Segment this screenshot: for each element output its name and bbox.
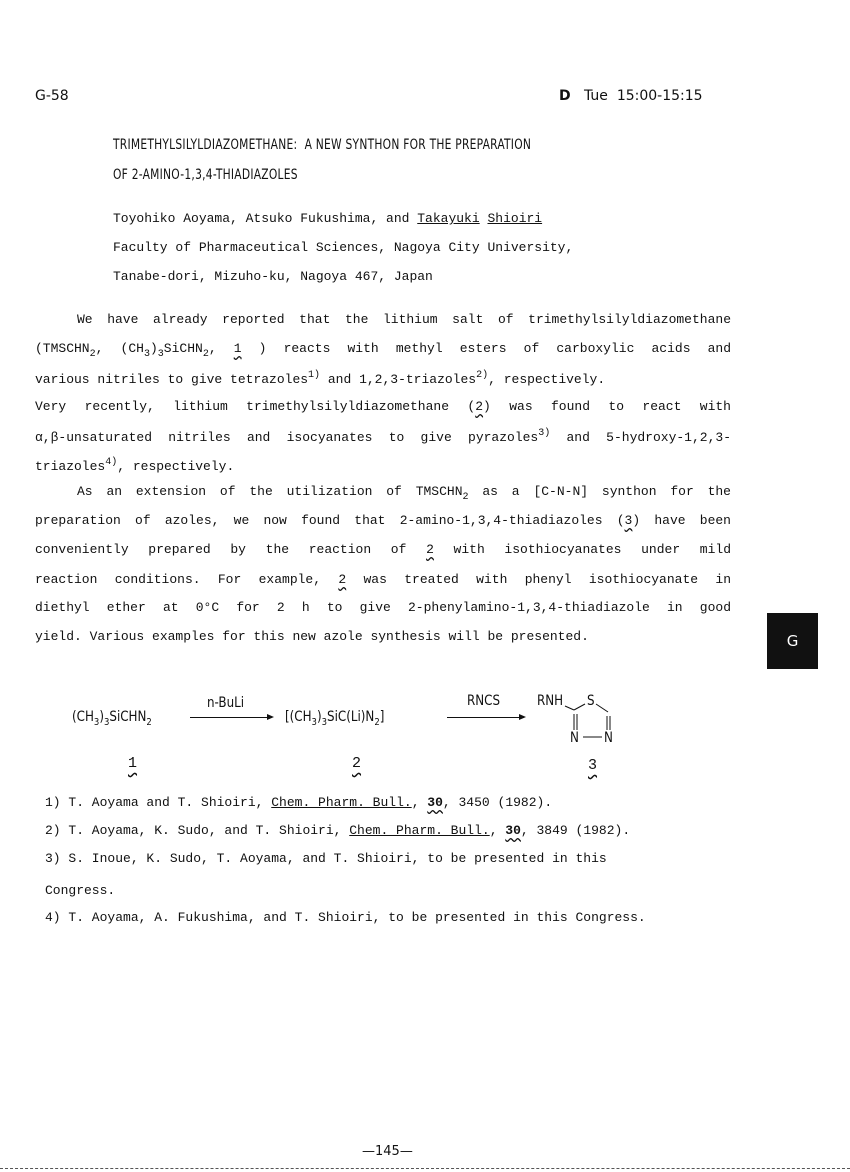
citation-superscript: 1) (308, 370, 321, 381)
citation-superscript: 2) (476, 370, 489, 381)
text-run: 2) T. Aoyama, K. Sudo, and T. Shioiri, (45, 823, 350, 838)
text-run: , (CH (95, 341, 144, 356)
product-substituent: RNH (537, 693, 564, 709)
reagent-nbuli: n-BuLi (207, 695, 245, 711)
reaction-arrow-1 (190, 717, 272, 718)
body-line (35, 629, 589, 644)
body-line (35, 542, 731, 557)
ring-nitrogen-1: N (570, 730, 579, 746)
text-run: various nitriles to give tetrazoles (35, 372, 309, 387)
text-run: yield. Various examples for this new azole synthesis will be presented. (35, 629, 589, 644)
abstract-code: G-58 (35, 88, 69, 104)
text-run: triazoles (35, 459, 106, 474)
reference-item (45, 851, 607, 866)
subscript: 3 (143, 349, 150, 360)
text-run: ) reacts with methyl esters of carboxylic acids and (241, 341, 732, 356)
text-run: with isothiocyanates under mild (433, 542, 732, 557)
session-day: Tue (583, 88, 608, 104)
text-run: , 3849 (1982). (520, 823, 631, 838)
text-run: , (489, 823, 506, 838)
affiliation-line-2: Tanabe-dori, Mizuho-ku, Nagoya 467, Japan (113, 269, 433, 284)
text-run: ) (149, 341, 158, 356)
body-line (35, 513, 731, 528)
text-run: , respectively. (117, 459, 235, 474)
presenter-first-name: Takayuki (417, 211, 480, 226)
text-run: and 1,2,3-triazoles (320, 372, 477, 387)
page-number: —145— (362, 1144, 413, 1159)
text-run: SiCHN (163, 341, 203, 356)
subscript: 2 (462, 492, 469, 503)
compound-number: 1 (233, 341, 242, 356)
text-run: 4) T. Aoyama, A. Fukushima, and T. Shioiri, to be presented in this Congress. (45, 910, 646, 925)
text-run: ) have been (632, 513, 731, 528)
authors-list: Toyohiko Aoyama, Atsuko Fukushima, and (113, 211, 418, 226)
text-run: as a [C-N-N] synthon for the (468, 484, 731, 499)
reference-item (45, 823, 630, 838)
body-line (35, 370, 605, 387)
body-line (77, 312, 731, 327)
title-line-2: OF 2-AMINO-1,3,4-THIADIAZOLES (113, 167, 298, 183)
session-info (559, 88, 703, 104)
compound-number: 2 (426, 542, 434, 557)
body-line (77, 484, 731, 503)
subscript: 3 (157, 349, 164, 360)
text-run: preparation of azoles, we now found that 2-amino-1,3,4-thiadiazoles ( (35, 513, 625, 528)
text-run: As an extension of the utilization of TMSCHN (77, 484, 463, 499)
page-bottom-rule (0, 1168, 850, 1169)
text-run: diethyl ether at 0°C for 2 h to give 2-phenylamino-1,3,4-thiadiazole in good (35, 600, 731, 615)
session-time: 15:00-15:15 (616, 88, 703, 104)
text-run: α,β-unsaturated nitriles and isocyanates to give pyrazoles (35, 430, 539, 445)
body-line (35, 457, 234, 474)
authors (113, 211, 542, 226)
text-run: 1) T. Aoyama and T. Shioiri, (45, 795, 272, 810)
text-run: , (208, 341, 234, 356)
compound-number: 30 (427, 795, 443, 810)
reference-item (45, 883, 115, 898)
ring-sulfur: S (587, 693, 595, 709)
compound-label-3: 3 (588, 757, 598, 774)
compound-number: 3 (624, 513, 633, 528)
text-run: Very recently, lithium trimethylsilyldiazomethane ( (35, 399, 476, 414)
text-run: , respectively. (488, 372, 606, 387)
body-line (35, 572, 731, 587)
body-line (35, 428, 731, 445)
text-run: was treated with phenyl isothiocyanate in (346, 572, 731, 587)
text-run: , 3450 (1982). (442, 795, 553, 810)
text-run: reaction conditions. For example, (35, 572, 339, 587)
session-room: D (559, 88, 571, 104)
body-line (35, 600, 731, 615)
text-run: 3) S. Inoue, K. Sudo, T. Aoyama, and T. Shioiri, to be presented in this (45, 851, 607, 866)
text-run: (TMSCHN (35, 341, 90, 356)
subscript: 2 (202, 349, 209, 360)
compound-number: Chem. Pharm. Bull. (271, 795, 412, 810)
section-tab: G (767, 613, 818, 669)
text-run: conveniently prepared by the reaction of (35, 542, 427, 557)
reference-item (45, 795, 552, 810)
intermediate-formula: $[(CH_3)_3SiC(Li)N_2]$ (285, 709, 385, 728)
text-run: , (411, 795, 428, 810)
affiliation-line-1: Faculty of Pharmaceutical Sciences, Nagoya City University, (113, 240, 574, 255)
compound-number: Chem. Pharm. Bull. (349, 823, 490, 838)
subscript: 2 (89, 349, 96, 360)
text-run: ) was found to react with (483, 399, 731, 414)
reference-item (45, 910, 646, 925)
compound-number: 2 (475, 399, 484, 414)
body-line (35, 341, 731, 360)
compound-label-1: 1 (128, 755, 138, 772)
compound-number: 30 (505, 823, 521, 838)
compound-number: 2 (338, 572, 347, 587)
text-run: and 5-hydroxy-1,2,3- (550, 430, 731, 445)
body-line (35, 399, 731, 414)
text-run: We have already reported that the lithium salt of trimethylsilyldiazomethane (77, 312, 731, 327)
citation-superscript: 4) (105, 457, 118, 468)
compound-label-2: 2 (352, 755, 362, 772)
presenter-last-name: Shioiri (487, 211, 543, 226)
ring-nitrogen-2: N (604, 730, 613, 746)
reactant-formula: $(CH_3)_3SiCHN_2$ (72, 709, 152, 728)
reagent-rncs: RNCS (467, 693, 501, 709)
text-run: Congress. (45, 883, 116, 898)
reaction-arrow-2 (447, 717, 524, 718)
title-line-1: TRIMETHYLSILYLDIAZOMETHANE: A NEW SYNTHON FOR THE PREPARATION (113, 137, 532, 153)
citation-superscript: 3) (538, 428, 551, 439)
